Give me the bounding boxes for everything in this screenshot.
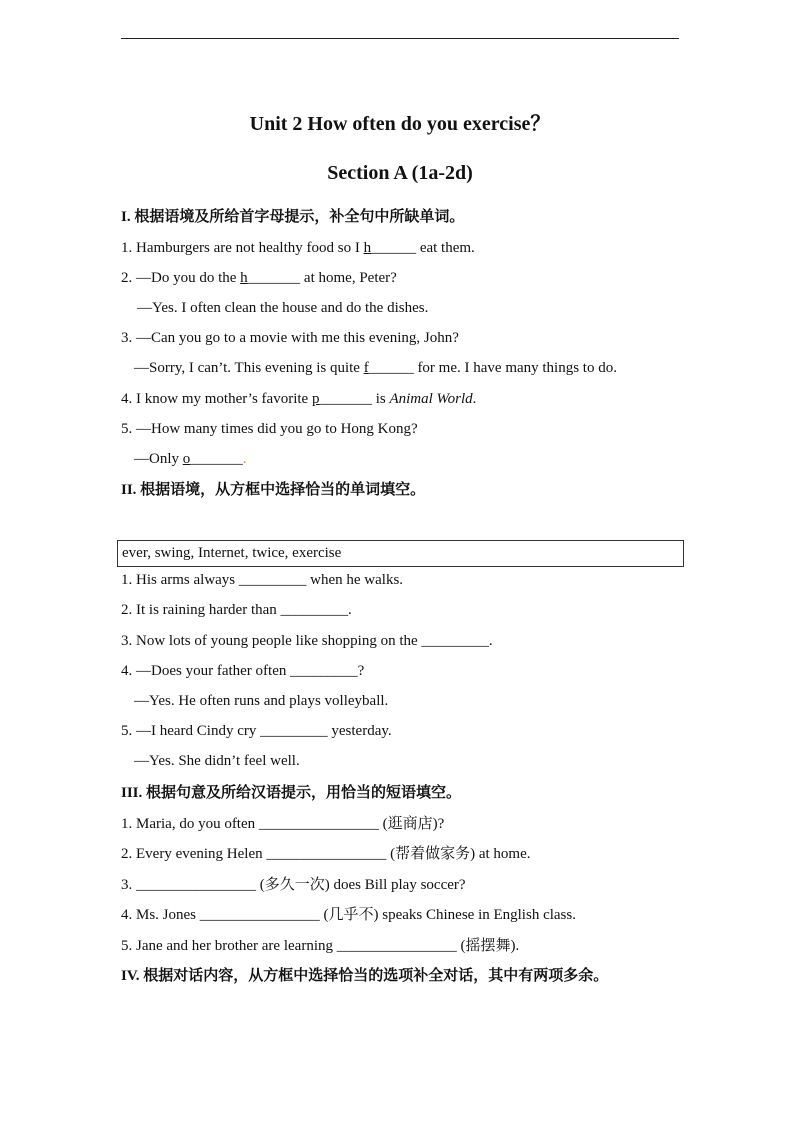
s2-question-3: 3. Now lots of young people like shopping on the _________. bbox=[121, 633, 493, 649]
s3-question-2: 2. Every evening Helen ________________ (帮着做家务) at home. bbox=[121, 846, 531, 862]
s1-q4-italic-title: Animal World bbox=[389, 391, 473, 407]
s1-q3-text: —Sorry, I can’t. This evening is quite bbox=[134, 360, 364, 376]
s1-q1-text: 1. Hamburgers are not healthy food so I bbox=[121, 240, 364, 256]
s1-q2-text: 2. —Do you do the bbox=[121, 270, 241, 286]
section-1-heading: I. 根据语境及所给首字母提示，补全句中所缺单词。 bbox=[121, 209, 465, 225]
s1-q4-letter: p bbox=[311, 391, 320, 407]
s1-q2-text-end: at home, Peter? bbox=[300, 270, 397, 286]
s1-question-2-reply: —Yes. I often clean the house and do the dishes. bbox=[137, 300, 429, 316]
s3-question-3: 3. ________________ (多久一次) does Bill play soccer? bbox=[121, 877, 466, 893]
s1-q1-blank[interactable]: ______ bbox=[371, 240, 417, 256]
s1-q4-period: . bbox=[472, 391, 477, 407]
s3-question-1: 1. Maria, do you often ________________ (逛商店)? bbox=[121, 816, 445, 832]
s1-question-3: 3. —Can you go to a movie with me this evening, John? bbox=[121, 330, 459, 346]
s2-question-4: 4. —Does your father often _________? bbox=[121, 663, 365, 679]
s1-q4-text: 4. I know my mother’s favorite bbox=[121, 391, 312, 407]
s1-q5-text: —Only bbox=[134, 451, 183, 467]
s2-question-1: 1. His arms always _________ when he walks. bbox=[121, 572, 404, 588]
s1-q4-blank[interactable]: _______ bbox=[319, 391, 372, 407]
s1-q3-letter: f bbox=[363, 360, 369, 376]
s2-question-5-reply: —Yes. She didn’t feel well. bbox=[134, 753, 300, 769]
s1-q5-letter: o bbox=[182, 451, 191, 467]
s1-question-4 bbox=[121, 389, 476, 409]
s1-q3-blank[interactable]: ______ bbox=[368, 360, 414, 376]
s1-q2-letter: h bbox=[240, 270, 248, 286]
s1-question-3-reply bbox=[134, 358, 617, 378]
s2-question-5: 5. —I heard Cindy cry _________ yesterday. bbox=[121, 723, 392, 739]
s1-q4-text-mid: is bbox=[371, 391, 390, 407]
section-2-heading: II. 根据语境，从方框中选择恰当的单词填空。 bbox=[121, 482, 426, 498]
s1-question-5-reply bbox=[134, 449, 247, 469]
s2-question-4-reply: —Yes. He often runs and plays volleyball. bbox=[134, 693, 389, 709]
s3-question-5: 5. Jane and her brother are learning ________________ (摇摆舞). bbox=[121, 938, 520, 954]
word-box-text: ever, swing, Internet, twice, exercise bbox=[122, 545, 342, 561]
page-subtitle: Section A (1a-2d) bbox=[327, 162, 473, 184]
s1-question-2 bbox=[121, 268, 397, 288]
section-4-heading: IV. 根据对话内容，从方框中选择恰当的选项补全对话，其中有两项多余。 bbox=[121, 968, 609, 984]
s3-question-4: 4. Ms. Jones ________________ (几乎不) speaks Chinese in English class. bbox=[121, 907, 576, 923]
s1-q2-blank[interactable]: _______ bbox=[247, 270, 301, 286]
section-3-heading: III. 根据句意及所给汉语提示，用恰当的短语填空。 bbox=[121, 785, 462, 801]
word-box bbox=[117, 540, 684, 567]
s1-q5-blank[interactable]: _______ bbox=[190, 451, 243, 467]
s1-q5-period: . bbox=[242, 451, 247, 467]
s1-q1-letter: h bbox=[363, 240, 372, 256]
s1-question-5: 5. —How many times did you go to Hong Kong? bbox=[121, 421, 418, 437]
s1-q1-text-end: eat them. bbox=[416, 240, 475, 256]
page-title: Unit 2 How often do you exercise？ bbox=[249, 113, 551, 135]
s2-question-2: 2. It is raining harder than _________. bbox=[121, 602, 352, 618]
header-rule bbox=[121, 38, 679, 39]
s1-question-1 bbox=[121, 238, 475, 258]
s1-q3-text-end: for me. I have many things to do. bbox=[413, 360, 617, 376]
